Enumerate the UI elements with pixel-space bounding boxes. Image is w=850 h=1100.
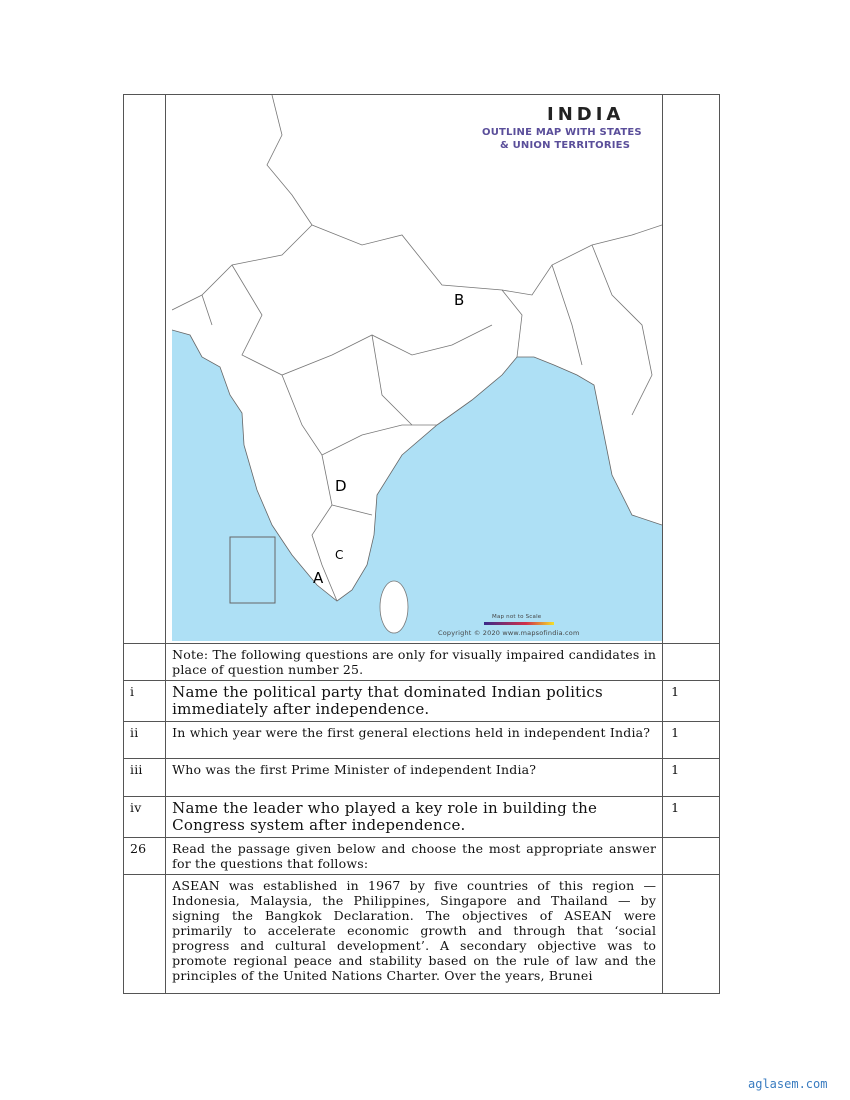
question-text: In which year were the first general elections held in independent India? [166,722,663,759]
note-row [124,644,720,681]
question-row [124,797,720,838]
question-marks: 1 [663,759,720,797]
question-marks: 1 [663,797,720,838]
passage-text: ASEAN was established in 1967 by five countries of this region — Indonesia, Malaysia, the Philippines, Singapore and Thailand — by signing the Bangkok Declaration. The objectives of ASEAN were primarily to accelerate economic growth and through that ‘social progress and cultural development’. A secondary objective was to promote regional peace and stability based on the rule of law and the principles of the United Nations Charter. Over the years, Brunei [166,875,663,994]
question-marks: 1 [663,681,720,722]
question-number: i [124,681,166,722]
note-text: Note: The following questions are only for visually impaired candidates in place of question number 25. [166,644,663,681]
question-number: iii [124,759,166,797]
passage-row [124,875,720,994]
map-label-b: B [454,291,465,309]
question-row [124,722,720,759]
map-subtitle-2: & UNION TERRITORIES [500,140,631,151]
map-subtitle-1: OUTLINE MAP WITH STATES [482,127,642,138]
question-text: Read the passage given below and choose the most appropriate answer for the questions that follows: [166,838,663,875]
question-marks: 1 [663,722,720,759]
india-outline-map [172,95,662,641]
question-text: Name the political party that dominated Indian politics immediately after independence. [166,681,663,722]
question-number: 26 [124,838,166,875]
question-row [124,681,720,722]
map-label-a: A [313,569,324,587]
question-number: iv [124,797,166,838]
map-label-c: C [335,548,344,562]
question-table [123,94,720,994]
footer-watermark: aglasem.com [748,1077,828,1091]
scale-note: Map not to Scale [492,614,542,620]
sri-lanka [380,581,408,633]
map-label-d: D [335,477,347,495]
question-row [124,759,720,797]
question-text: Who was the first Prime Minister of independent India? [166,759,663,797]
map-title: INDIA [547,104,625,125]
map-copyright: Copyright © 2020 www.mapsofindia.com [438,629,580,637]
question-text: Name the leader who played a key role in building the Congress system after independence. [166,797,663,838]
map-cell [166,95,663,644]
question-number: ii [124,722,166,759]
map-row [124,95,720,644]
question-26-row [124,838,720,875]
scale-bar [484,622,554,625]
